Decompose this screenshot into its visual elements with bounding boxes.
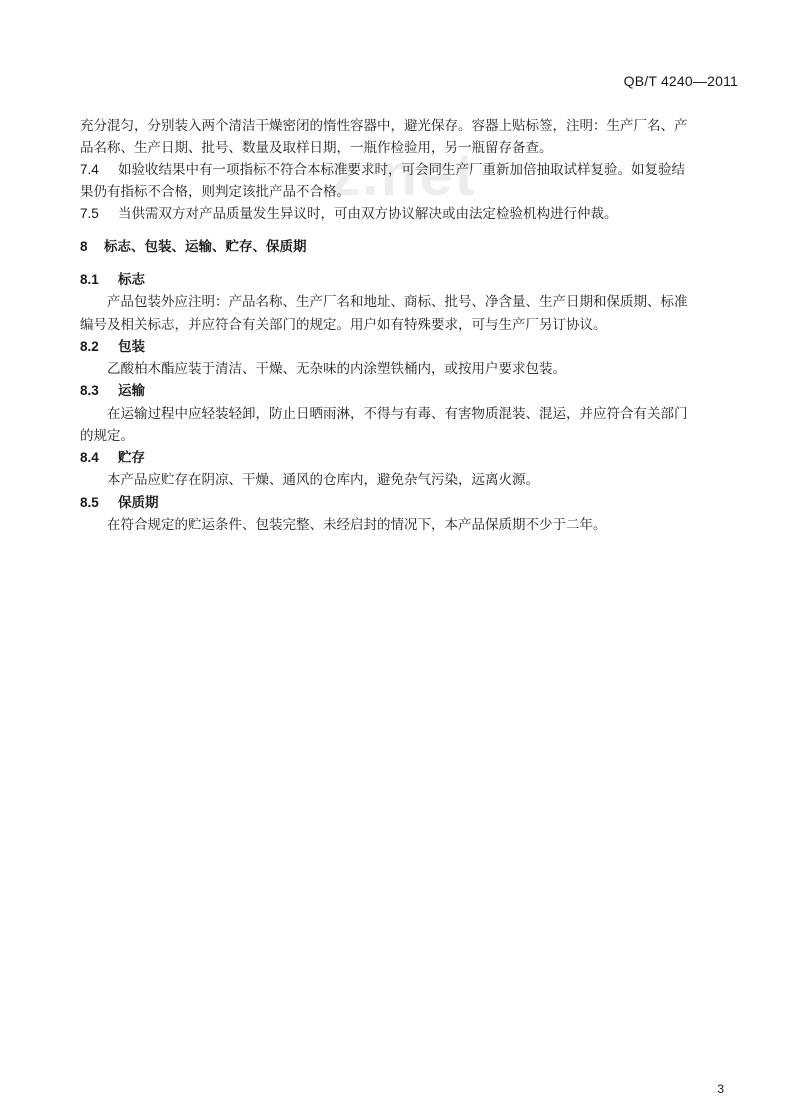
standard-code: QB/T 4240—2011 (623, 73, 738, 89)
page-number: 3 (717, 1082, 724, 1096)
clause-8-5-line1: 在符合规定的贮运条件、包装完整、未经启封的情况下，本产品保质期不少于二年。 (107, 517, 607, 533)
clause-8-2-line1: 乙酸柏木酯应装于清洁、干燥、无杂味的内涂塑铁桶内，或按用户要求包装。 (107, 361, 566, 377)
clause-title: 标志 (118, 272, 145, 288)
section-8-heading (80, 238, 740, 256)
clause-number: 8.1 (80, 272, 99, 287)
clause-7-5 (80, 205, 740, 223)
clause-8-3-line1: 在运输过程中应轻装轻卸，防止日晒雨淋，不得与有毒、有害物质混装、混运，并应符合有关部门 (107, 406, 688, 422)
clause-8-1-line2: 编号及相关标志，并应符合有关部门的规定。用户如有特殊要求，可与生产厂另订协议。 (80, 317, 607, 333)
sec7-cont-line2: 品名称、生产日期、批号、数量及取样日期，一瓶作检验用，另一瓶留存备查。 (80, 140, 553, 156)
clause-title: 贮存 (118, 450, 145, 466)
clause-number: 8.3 (80, 383, 99, 398)
clause-8-4-line1: 本产品应贮存在阴凉、干燥、通风的仓库内，避免杂气污染，远离火源。 (107, 472, 539, 488)
section-number: 8 (80, 239, 88, 254)
clause-8-3-heading (80, 382, 740, 400)
clause-number: 7.5 (80, 206, 99, 221)
clause-7-4-line2: 果仍有指标不合格，则判定该批产品不合格。 (80, 184, 350, 200)
clause-8-3-line2: 的规定。 (80, 428, 134, 444)
clause-8-5-heading (80, 494, 740, 512)
clause-8-4-heading (80, 449, 740, 467)
sec7-cont-line1: 充分混匀，分别装入两个清洁干燥密闭的惰性容器中，避光保存。容器上贴标签，注明：生产厂名、产 (80, 118, 688, 134)
clause-text: 如验收结果中有一项指标不符合本标准要求时，可会同生产厂重新加倍抽取试样复验。如复验结 (118, 162, 685, 178)
clause-number: 8.2 (80, 339, 99, 354)
clause-title: 运输 (118, 383, 145, 399)
clause-title: 包装 (118, 339, 145, 355)
watermark: z.net (330, 141, 477, 208)
clause-8-1-heading (80, 271, 740, 289)
section-title: 标志、包装、运输、贮存、保质期 (104, 239, 307, 255)
clause-8-2-heading (80, 338, 740, 356)
clause-number: 8.5 (80, 495, 99, 510)
clause-number: 8.4 (80, 450, 99, 465)
clause-title: 保质期 (118, 495, 159, 511)
clause-8-1-line1: 产品包装外应注明：产品名称、生产厂名和地址、商标、批号、净含量、生产日期和保质期、标准 (107, 294, 688, 310)
clause-text: 当供需双方对产品质量发生异议时，可由双方协议解决或由法定检验机构进行仲裁。 (118, 206, 618, 222)
clause-number: 7.4 (80, 162, 99, 177)
clause-7-4-line1 (80, 161, 740, 179)
